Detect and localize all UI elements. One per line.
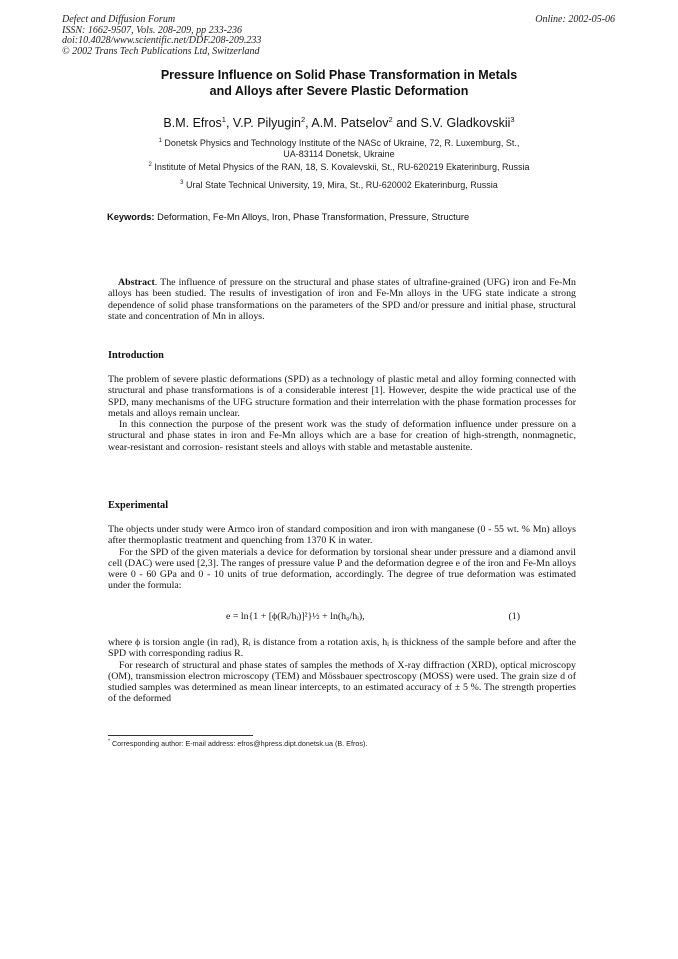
affil-text: Institute of Metal Physics of the RAN, 18, S. Kovalevskii, St., RU-620219 Ekaterinburg, Russia [151,162,530,172]
keywords [107,211,469,223]
footnote-mark: * [108,738,110,745]
author-affil-mark: 2 [388,114,393,124]
affil-text: Donetsk Physics and Technology Institute of the NASc of Ukraine, 72, R. Luxemburg, St., [161,138,520,148]
affil-mark: 2 [148,162,152,168]
title-line-2: and Alloys after Severe Plastic Deformation [209,83,469,98]
keywords-text: Deformation, Fe-Mn Alloys, Iron, Phase Transformation, Pressure, Structure [154,212,470,222]
abstract [108,277,576,322]
title-line-1: Pressure Influence on Solid Phase Transformation in Metals [160,68,518,82]
footnote [108,739,367,748]
author-affil-mark: 3 [510,114,515,124]
exp-paragraph-4: For research of structural and phase states of samples the methods of X-ray diffraction (XRD), optical microscopy (OM), transmission electron microscopy (TEM) and Mössbauer spectroscopy (MOSS) were used. The grain size d of studied samples was determined as mean linear intercepts, to an estimated accuracy of ± 5 %. The strength properties of the deformed [108,659,576,705]
affiliation-2-line [80,162,598,173]
affiliation-1-line-a [80,138,598,149]
keywords-label: Keywords: [107,212,155,222]
abstract-label: Abstract [118,277,155,288]
exp-paragraph-3: where ϕ is torsion angle (in rad), Rᵢ is distance from a rotation axis, hᵢ is thickness of the sample before and after the SPD with corresponding radius R. [108,637,576,660]
author-list [80,115,598,131]
experimental-heading: Experimental [108,500,169,511]
online-date: Online: 2002-05-06 [535,14,615,25]
exp-paragraph-1: The objects under study were Armco iron of standard composition and iron with manganese (0 - 55 wt. % Mn) alloys after thermoplastic treatment and quenching from 1370 K in water. [108,524,576,547]
footnote-text: Corresponding author: E-mail address: efros@hpress.dipt.donetsk.ua (B. Efros). [109,739,368,748]
author-name: B.M. Efros [163,116,222,130]
paper-title [80,68,598,99]
affiliation-2 [80,162,598,173]
author-name: , A.M. Patselov [305,116,389,130]
copyright-line: © 2002 Trans Tech Publications Ltd, Switzerland [62,46,260,58]
abstract-paragraph [108,277,576,322]
footnote-rule [108,735,253,736]
affil-text: Ural State Technical University, 19, Mira, St., RU-620002 Ekaterinburg, Russia [183,180,498,190]
introduction-heading: Introduction [108,350,164,361]
equation-text: e = ln{1 + [ϕ(Rᵢ/hᵢ)]²}½ + ln(h₀/hᵢ), [226,611,365,622]
doi-line: doi:10.4028/www.scientific.net/DDF.208-209.233 [62,35,262,47]
journal-header [62,15,261,58]
abstract-text: . The influence of pressure on the structural and phase states of ultrafine-grained (UFG) iron and Fe-Mn alloys has been studied. The results of investigation of iron and Fe-Mn alloys in the UFG state indicate a strong dependence of solid phase transformations on the parameters of the SPD and/or pressure and initial phase, structural state and concentration of Mn in alloys. [108,277,576,322]
exp-paragraph-2: For the SPD of the given materials a device for deformation by torsional shear under pressure and a diamond anvil cell (DAC) were used [2,3]. The ranges of pressure value P and the deformation degree e of the iron and Fe-Mn alloys were 0 - 60 GPa and 0 - 10 units of true deformation, accordingly. The degree of true deformation was estimated under the formula: [108,546,576,592]
author-name: and S.V. Gladkovskii [392,116,511,130]
issn-line: ISSN: 1662-9507, Vols. 208-209, pp 233-236 [62,24,242,36]
affiliation-3-line [80,180,598,191]
experimental-body [108,524,576,592]
intro-paragraph-1: The problem of severe plastic deformations (SPD) as a technology of plastic metal and alloy forming connected with structural and phase transformations is of a considerable interest [1]. However, despite the wide practical use of the SPD, many mechanisms of the UFG structure formation and their interrelation with the phase formation processes for metals and alloys remain unclear. [108,374,576,419]
author-affil-mark: 2 [301,114,306,124]
affiliation-3 [80,180,598,191]
journal-name: Defect and Diffusion Forum [62,14,176,25]
equation-number: (1) [508,611,520,622]
affiliation-1 [80,138,598,160]
experimental-body-continued [108,637,576,705]
intro-paragraph-2: In this connection the purpose of the present work was the study of deformation influence under pressure on a structural and phase states in iron and Fe-Mn alloys which are a base for creation of high-strength, nonmagnetic, wear-resistant and corrosion- resistant steels and alloys with stable and metastable austenite. [108,419,576,453]
affil-mark: 1 [158,138,162,144]
affil-mark: 3 [180,180,184,186]
author-affil-mark: 1 [221,114,226,124]
author-name: , V.P. Pilyugin [225,116,301,130]
introduction-body [108,374,576,453]
affiliation-1-line-b: UA-83114 Donetsk, Ukraine [283,149,395,160]
